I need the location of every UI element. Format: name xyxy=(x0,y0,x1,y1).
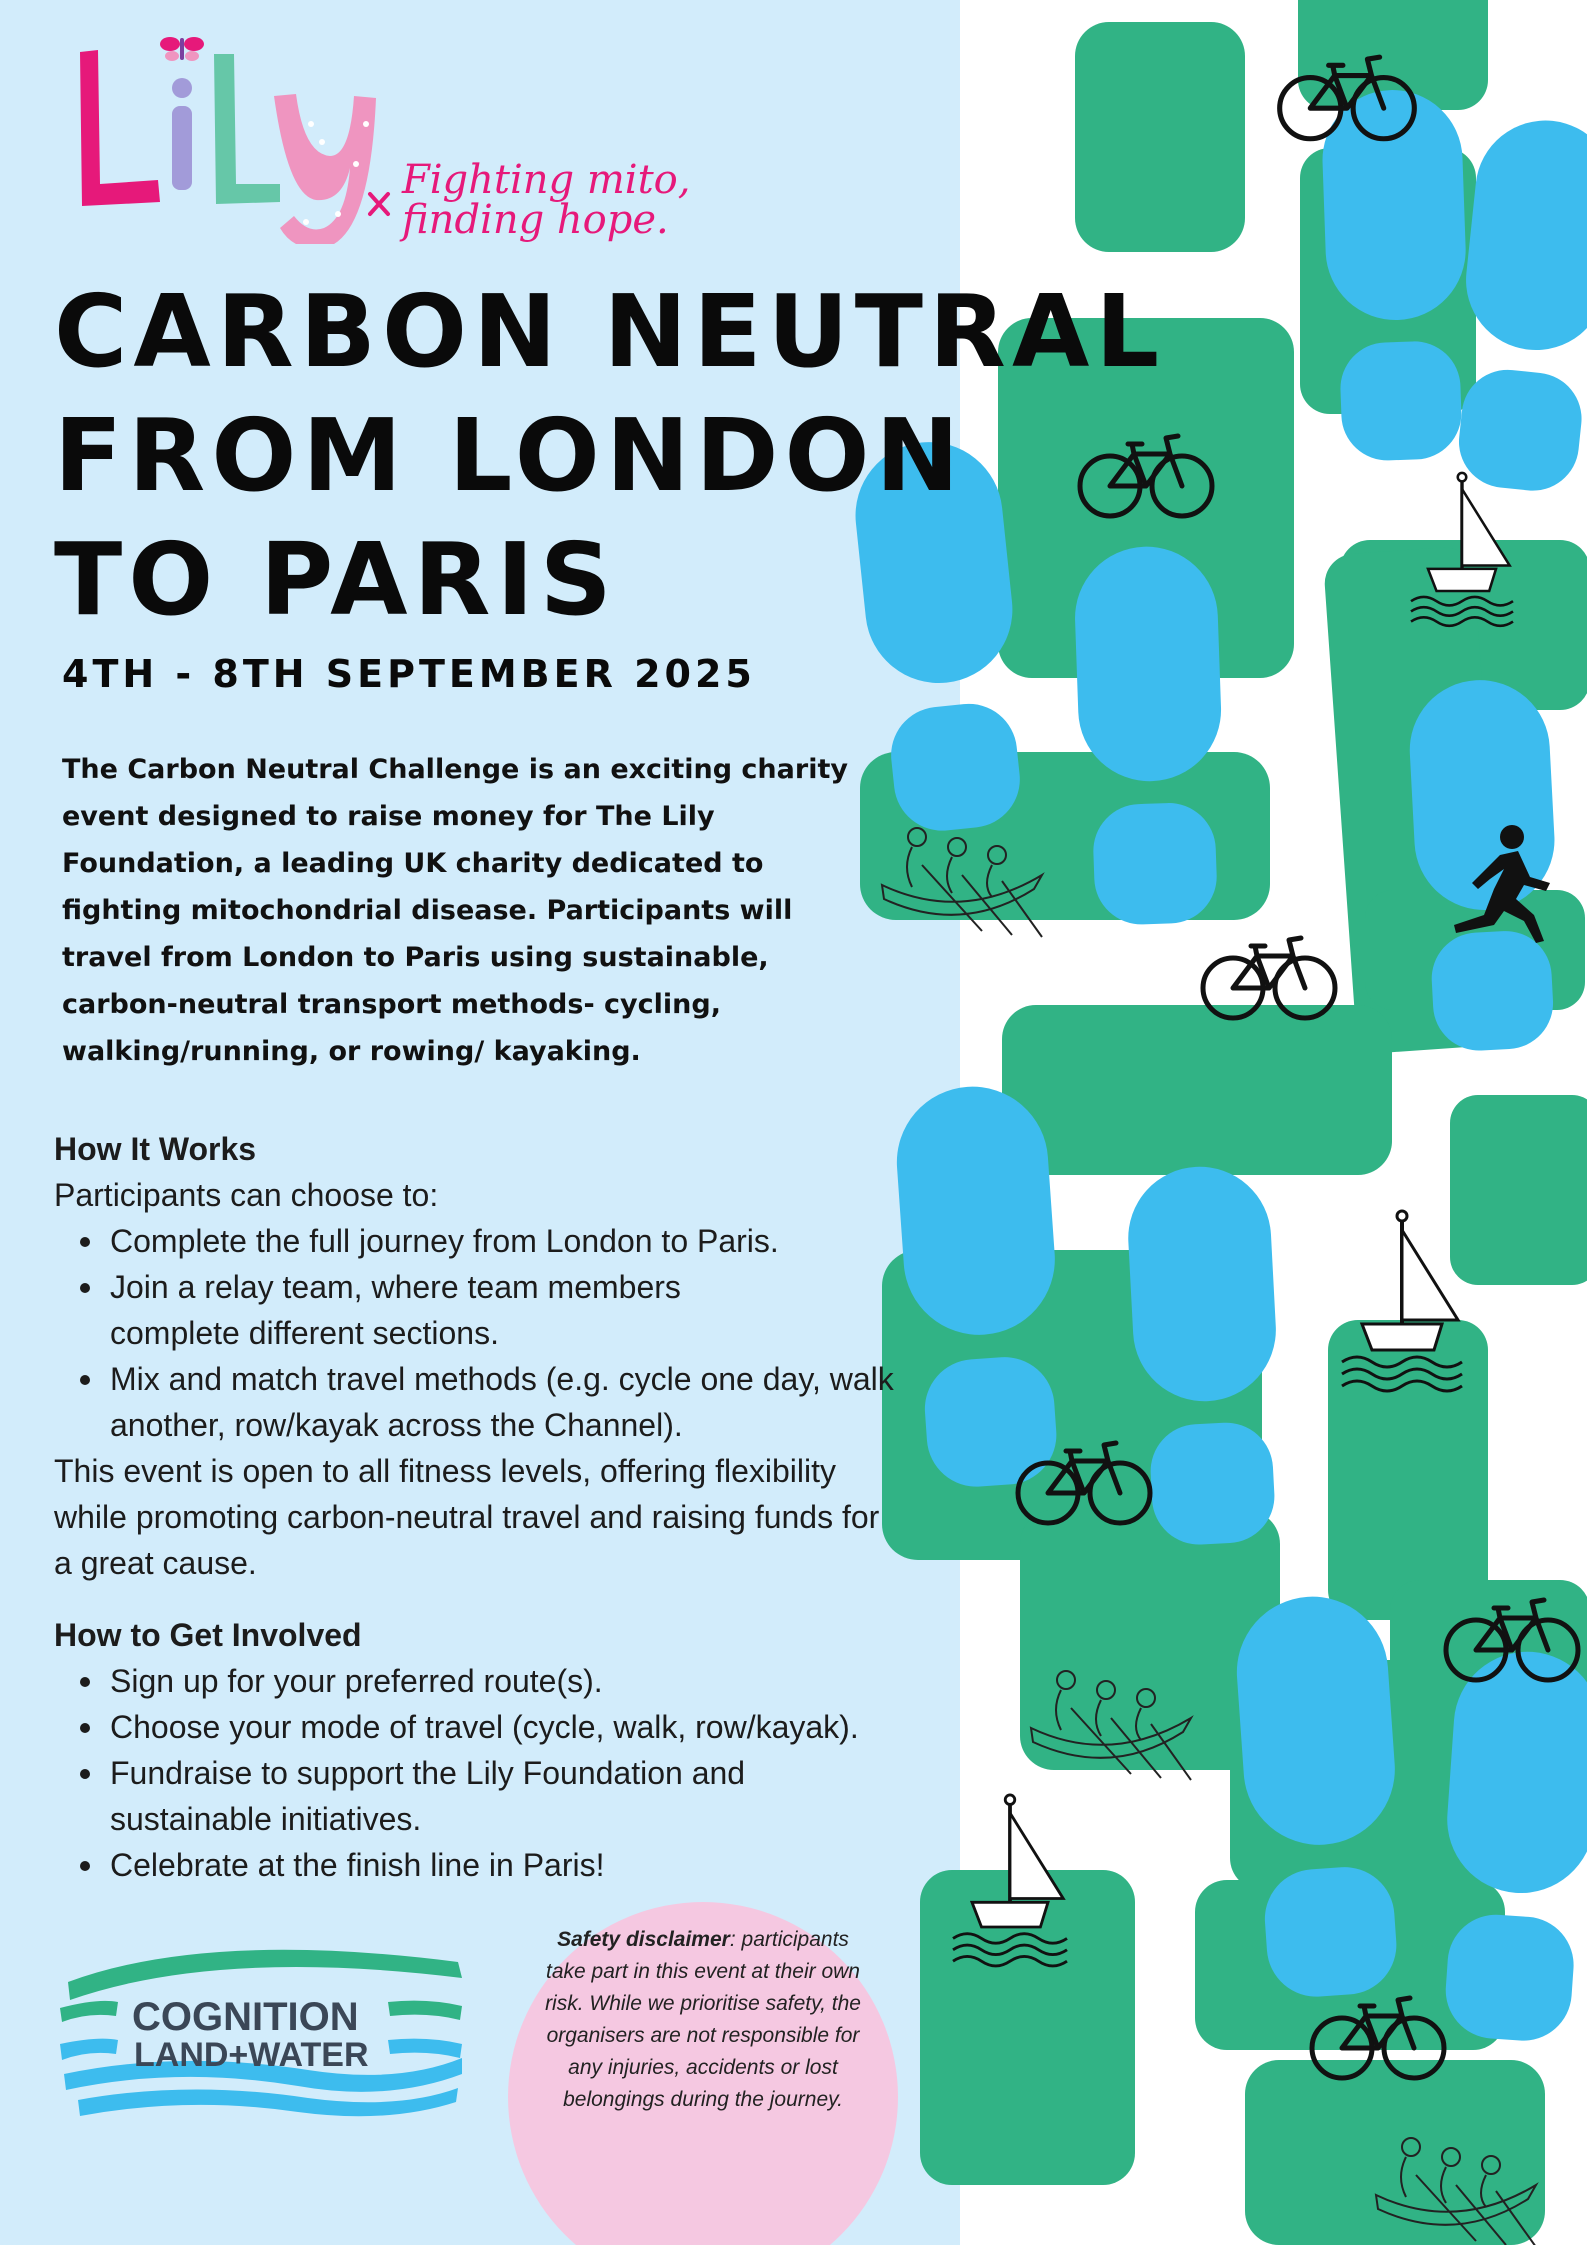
how-it-works-section xyxy=(54,1126,934,1586)
how-it-works-lead: Participants can choose to: xyxy=(54,1177,439,1213)
disclaimer-text xyxy=(544,1924,862,2116)
tagline-line2: finding hope. xyxy=(402,197,669,243)
sponsor-line1: COGNITION xyxy=(132,1995,359,2039)
tagline xyxy=(402,157,691,243)
disclaimer-colon: : xyxy=(729,1928,736,1951)
how-it-works-list xyxy=(54,1218,934,1448)
how-it-works-closing: This event is open to all fitness levels, offering flexibility while promoting carbon-neutral travel and raising funds for a great cause. xyxy=(54,1453,880,1581)
list-item: Mix and match travel methods (e.g. cycle one day, walk another, row/kayak across the Channel). xyxy=(110,1356,930,1448)
lily-logo xyxy=(66,34,396,244)
title-line2: FROM LONDON xyxy=(54,397,966,514)
how-it-works-heading: How It Works xyxy=(54,1131,257,1167)
page-title xyxy=(54,270,1234,642)
intro-paragraph: The Carbon Neutral Challenge is an exciting charity event designed to raise money for The Lily Foundation, a leading UK charity dedicated to fighting mitochondrial disease. Participants will travel from London to Paris using sustainable, carbon-neutral transport methods- cycling, walking/running, or rowing/ kayaking. xyxy=(62,754,848,1067)
title-line1: CARBON NEUTRAL xyxy=(54,273,1166,390)
get-involved-heading: How to Get Involved xyxy=(54,1617,362,1653)
list-item: Celebrate at the finish line in Paris! xyxy=(110,1842,954,1888)
safety-disclaimer xyxy=(508,1902,898,2245)
list-item: Fundraise to support the Lily Foundation and sustainable initiatives. xyxy=(110,1750,840,1842)
disclaimer-label: Safety disclaimer xyxy=(557,1928,730,1951)
list-item: Complete the full journey from London to Paris. xyxy=(110,1218,934,1264)
butterfly-icon xyxy=(160,37,204,61)
sponsor-line2: LAND+WATER xyxy=(134,2036,369,2074)
cognition-land-water-logo xyxy=(58,1940,468,2130)
disclaimer-body: participants take part in this event at their own risk. While we prioritise safety, the organisers are not responsible for any injuries, accidents or lost belongings during the journey. xyxy=(545,1928,861,2111)
tagline-line1: Fighting mito, xyxy=(402,157,691,203)
get-involved-list xyxy=(54,1658,954,1888)
event-dates: 4TH - 8TH SEPTEMBER 2025 xyxy=(62,652,756,696)
get-involved-section xyxy=(54,1612,954,1888)
list-item: Choose your mode of travel (cycle, walk, row/kayak). xyxy=(110,1704,954,1750)
list-item: Sign up for your preferred route(s). xyxy=(110,1658,954,1704)
list-item: Join a relay team, where team members complete different sections. xyxy=(110,1264,760,1356)
title-line3: TO PARIS xyxy=(54,521,618,638)
